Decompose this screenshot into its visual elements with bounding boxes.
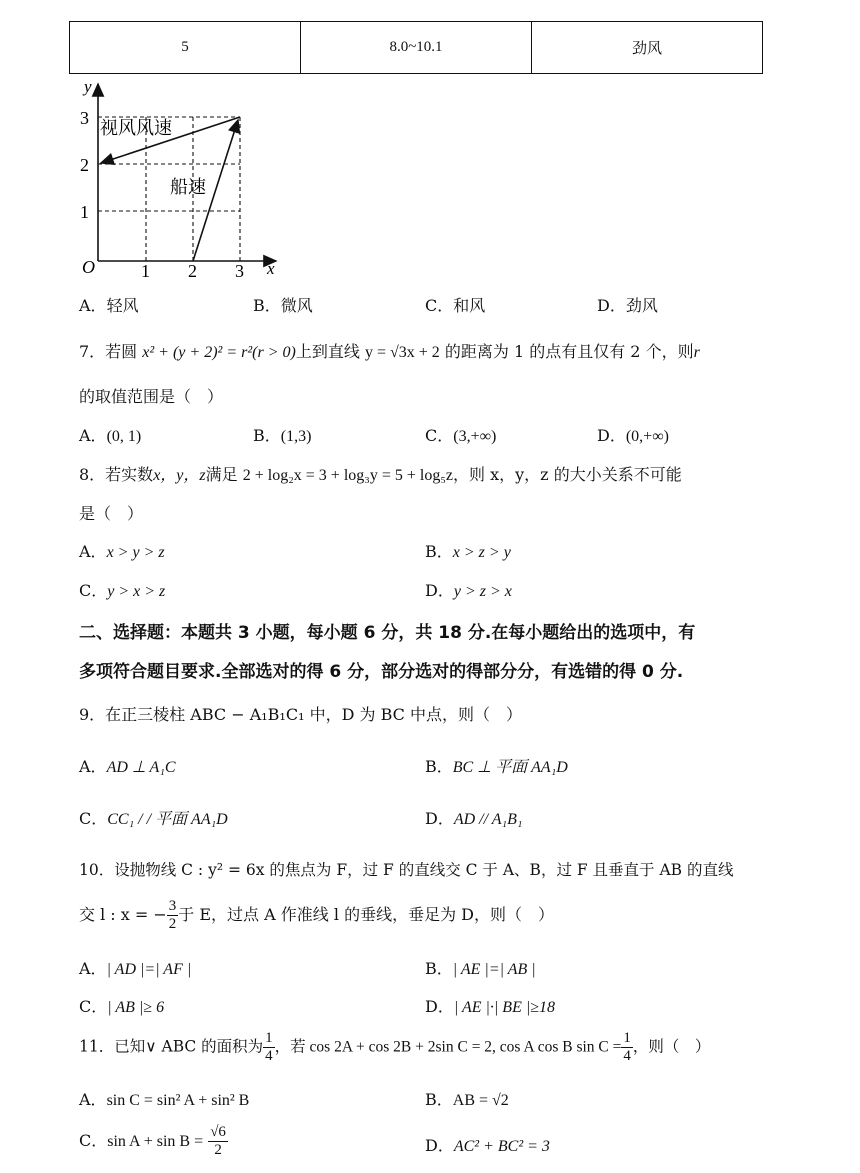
q6-option-d[interactable]: D．劲风 [597, 296, 658, 315]
q7-line-eq: y = √3x + 2 [364, 344, 440, 361]
q11-option-a[interactable]: A．sin C = sin² A + sin² B [79, 1090, 250, 1109]
q11-option-c-fraction: $\frac{√6}{2}$ [210, 1124, 226, 1158]
q10-option-c[interactable]: C．| AB |≥ 6 [79, 997, 165, 1016]
table-cell-name: 劲风 [532, 22, 763, 74]
ship-label: 船速 [170, 177, 206, 198]
q9-option-a[interactable]: A．AD ⊥ A₁C [79, 757, 176, 776]
q10-option-b[interactable]: B．| AE |=| AB | [425, 959, 536, 978]
q6-option-c[interactable]: C．和风 [425, 296, 486, 315]
wind-label: 视风风速 [100, 118, 172, 139]
velocity-graph [70, 78, 290, 283]
q7-stem: 7．若圆 x² + (y + 2)² = r²(r > 0)上到直线 y = √3x + 2 的距离为 1 的点有且仅有 2 个，则r [79, 342, 700, 361]
x-tick-2: 2 [188, 261, 197, 281]
section2-heading-line1: 二、选择题：本题共 3 小题，每小题 6 分，共 18 分.在每小题给出的选项中，有 [79, 623, 696, 643]
q7-circle-eq: x² + (y + 2)² = r²(r > 0) [142, 344, 296, 361]
table-row [70, 22, 763, 74]
q9-option-c[interactable]: C．CC₁ / / 平面 AA₁D [79, 809, 228, 828]
q9-option-b[interactable]: B．BC ⊥ 平面 AA₁D [425, 757, 568, 776]
q6-option-b[interactable]: B．微风 [253, 296, 313, 315]
q11-area-fraction: $\frac{1}{4}$ [265, 1030, 273, 1064]
q8-stem-line2: 是（ ） [79, 504, 144, 523]
y-tick-2: 2 [80, 155, 89, 175]
q8-stem: 8．若实数x，y，z满足 2 + log₂x = 3 + log₃y = 5 + log₅z，则 x，y，z 的大小关系不可能 [79, 465, 682, 484]
q8-option-b[interactable]: B．x > z > y [425, 542, 511, 561]
x-tick-3: 3 [235, 261, 244, 281]
x-axis-label: x [267, 259, 275, 278]
q11-stem: 11．已知∨ ABC 的面积为 $\frac{1}{4}$ ，若 cos 2A + cos 2B + 2sin C = 2, cos A cos B sin C = $\frac{1}{4}$ ，则（ ） [79, 1030, 711, 1064]
y-tick-3: 3 [80, 108, 89, 128]
wind-table [69, 21, 763, 74]
table-cell-speed: 8.0~10.1 [301, 22, 532, 74]
q10-stem-line2: 交 l : x = − $\frac{3}{2}$ 于 E，过点 A 作准线 l 的垂线，垂足为 D，则（ ） [79, 898, 554, 932]
q8-equation: 2 + log₂x = 3 + log₃y = 5 + log₅z [242, 467, 454, 484]
q8-option-d[interactable]: D．y > z > x [425, 581, 512, 600]
q10-option-d[interactable]: D．| AE |·| BE |≥18 [425, 997, 556, 1016]
table-cell-level: 5 [70, 22, 301, 74]
q7-option-c[interactable]: C．(3,+∞) [425, 426, 497, 445]
q7-stem-line2: 的取值范围是（ ） [79, 387, 224, 406]
section2-heading-line2: 多项符合题目要求.全部选对的得 6 分，部分选对的得部分分，有选错的得 0 分. [79, 662, 684, 682]
q11-option-d[interactable]: D．AC² + BC² = 3 [425, 1136, 550, 1155]
y-tick-1: 1 [80, 202, 89, 222]
origin-label: O [82, 257, 95, 277]
q8-option-a[interactable]: A．x > y > z [79, 542, 165, 561]
q8-option-c[interactable]: C．y > x > z [79, 581, 166, 600]
q6-option-a[interactable]: A．轻风 [79, 296, 139, 315]
q9-stem: 9．在正三棱柱 ABC − A₁B₁C₁ 中，D 为 BC 中点，则（ ） [79, 705, 522, 724]
q11-option-c[interactable]: C．sin A + sin B = $\frac{√6}{2}$ [79, 1124, 226, 1158]
q7-option-b[interactable]: B．(1,3) [253, 426, 312, 445]
q10-stem-line1: 10．设抛物线 C : y² = 6x 的焦点为 F，过 F 的直线交 C 于 A、B，过 F 且垂直于 AB 的直线 [79, 861, 734, 879]
q10-option-a[interactable]: A．| AD |=| AF | [79, 959, 192, 978]
y-axis-label: y [84, 78, 92, 96]
q9-option-d[interactable]: D．AD // A₁B₁ [425, 809, 523, 828]
q11-option-b[interactable]: B．AB = √2 [425, 1090, 509, 1109]
q7-option-d[interactable]: D．(0,+∞) [597, 426, 669, 445]
q11-cos-fraction: $\frac{1}{4}$ [623, 1030, 631, 1064]
q10-fraction: $\frac{3}{2}$ [168, 898, 177, 932]
x-tick-1: 1 [141, 261, 150, 281]
q7-option-a[interactable]: A．(0, 1) [79, 426, 142, 445]
